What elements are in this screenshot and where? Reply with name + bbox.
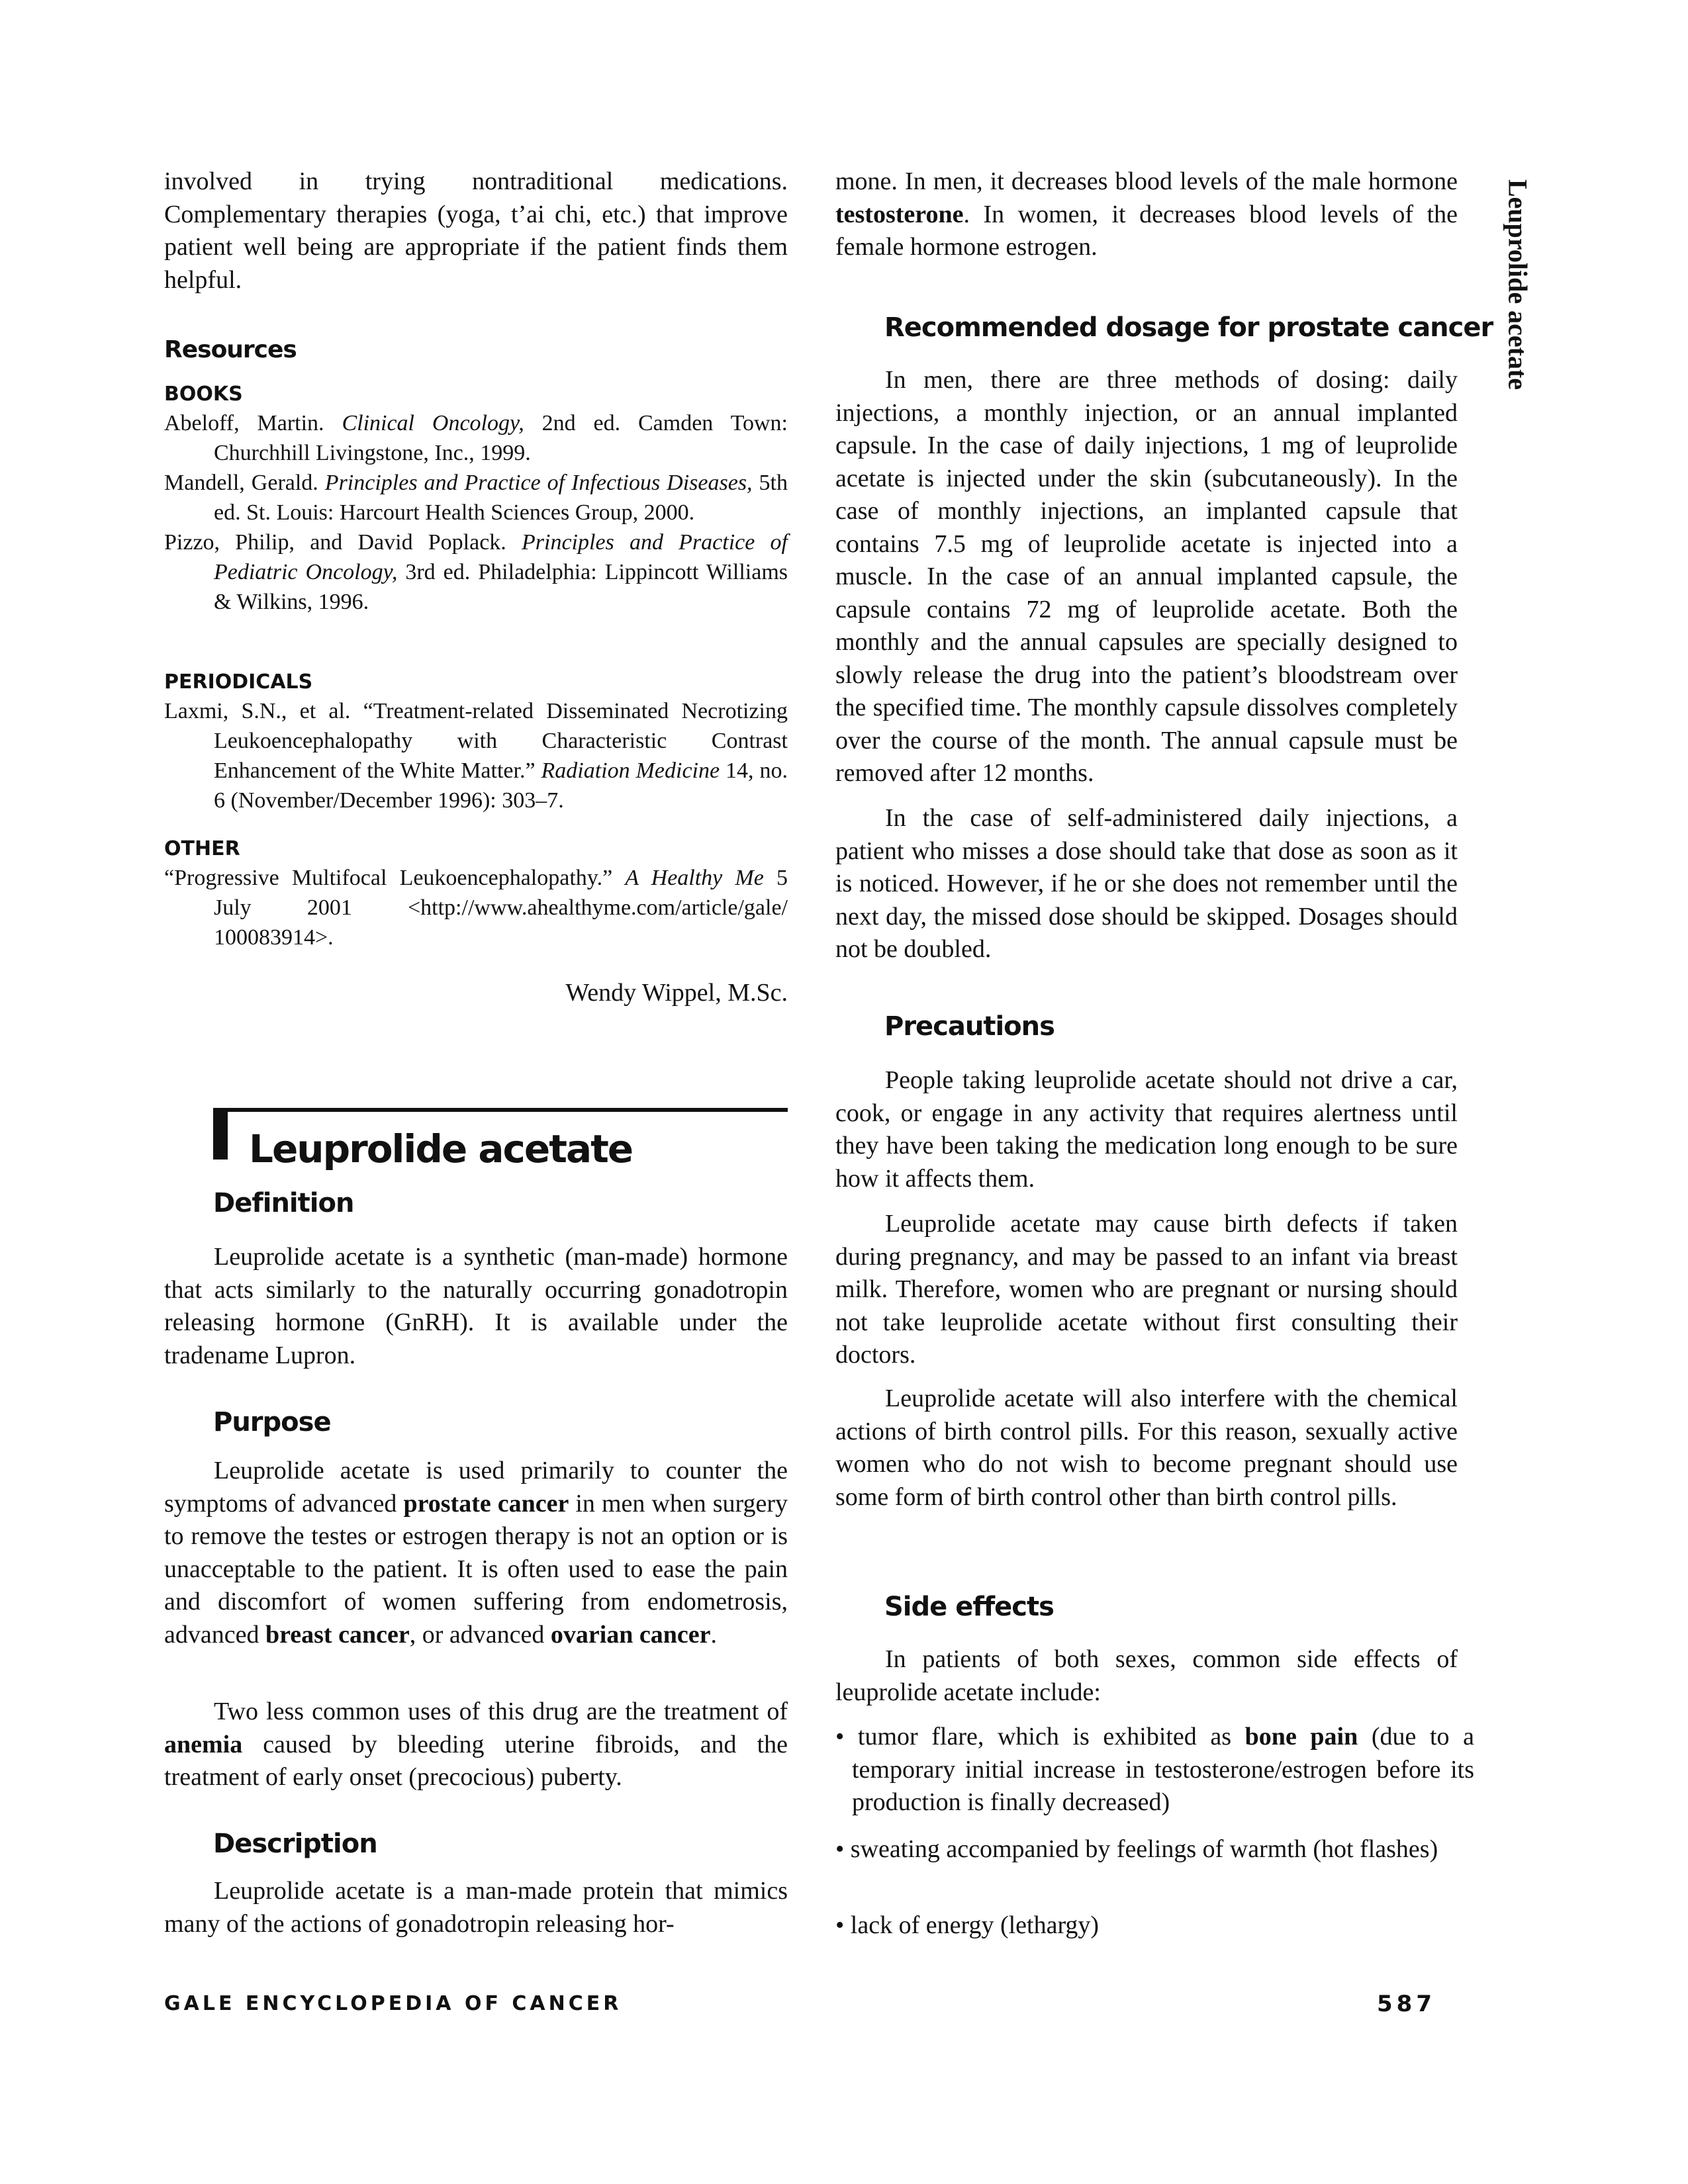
text-run: Leuprolide acetate may cause birth defects if taken during pregnancy, and may be passed to an infant via breast milk. Therefore, women who are pregnant or nursing should not take leuprolide acetate without first consulting their doctors. bbox=[835, 1210, 1458, 1369]
title-rule bbox=[213, 1108, 788, 1112]
text-run: People taking leuprolide acetate should not drive a car, cook, or engage in any activity that requires alertness until they have been taking the medication long enough to be sure how it affects them. bbox=[835, 1066, 1458, 1193]
bullet-item bbox=[835, 1909, 1474, 1942]
text-run: . In women, it decreases blood levels of the female hormone estrogen. bbox=[835, 200, 1458, 261]
text-run: • tumor flare, which is exhibited as bbox=[835, 1723, 1245, 1751]
text-run: In men, there are three methods of dosing: daily injections, a monthly injection, or an annual implanted capsule. In the case of daily injections, 1 mg of leuprolide acetate is injected under the skin (subcutaneously). In the case of monthly injections, an implanted capsule that contains 7.5 mg of leuprolide acetate is injected into a muscle. In the case of an annual implanted capsule, the capsule contains 72 mg of leuprolide acetate. Both the monthly and the annual capsules are specially designed to slowly release the drug into the patient’s bloodstream over the specified time. The monthly capsule dissolves completely over the course of the month. The annual capsule must be removed after 12 months. bbox=[835, 366, 1458, 787]
reference-entry bbox=[164, 408, 788, 468]
text-run: In the case of self-administered daily injections, a patient who misses a dose should take that dose as soon as it is noticed. However, if he or she does not remember until the next day, the missed dose should be skipped. Dosages should not be doubled. bbox=[835, 804, 1458, 963]
reference-entry bbox=[164, 696, 788, 815]
text-run: 3rd ed. Philadelphia: Lippincott Williams & Wilkins, 1996. bbox=[214, 560, 788, 614]
bullet-item bbox=[835, 1833, 1474, 1866]
text-run: Leuprolide acetate is a synthetic (man-made) hormone that acts similarly to the naturally occurring gonadotropin releasing hormone (GnRH). It is available under the tradename Lupron. bbox=[164, 1243, 788, 1369]
text-run: Leuprolide acetate will also interfere with the chemical actions of birth control pills. For this reason, sexually active women who do not wish to become pregnant should use some form of birth control other than birth control pills. bbox=[835, 1385, 1458, 1511]
text-run: • sweating accompanied by feelings of warmth (hot flashes) bbox=[835, 1835, 1438, 1863]
text-run: Abeloff, Martin. bbox=[164, 411, 342, 435]
intro-paragraph bbox=[164, 165, 788, 296]
other-heading: OTHER bbox=[164, 837, 240, 860]
footer-publication: GALE ENCYCLOPEDIA OF CANCER bbox=[164, 1992, 622, 2015]
precautions-paragraph-1 bbox=[835, 1064, 1458, 1195]
reference-entry bbox=[164, 468, 788, 527]
periodicals-list bbox=[164, 696, 788, 815]
precautions-paragraph-3 bbox=[835, 1383, 1458, 1514]
reference-entry bbox=[164, 863, 788, 952]
text-run: Leuprolide acetate is used primarily to counter the symptoms of advanced bbox=[164, 1457, 788, 1518]
bold-term: testosterone bbox=[835, 200, 964, 228]
precautions-paragraph-2 bbox=[835, 1208, 1458, 1372]
text-run: Laxmi, S.N., et al. “Treatment-related Disseminated Necrotizing Leukoencephalopathy with Characteristic Contrast Enhancement of the White Matter.” bbox=[164, 699, 788, 783]
text-run: (due to a temporary initial increase in testosterone/estrogen before its production is finally decreased) bbox=[852, 1723, 1474, 1816]
purpose-paragraph-1 bbox=[164, 1455, 788, 1651]
side-effects-heading: Side effects bbox=[884, 1592, 1054, 1622]
text-run: Leuprolide acetate is a man-made protein that mimics many of the actions of gonadotropin releasing hor- bbox=[164, 1877, 788, 1938]
italic-title: A Healthy Me bbox=[625, 866, 764, 890]
article-title: Leuprolide acetate bbox=[249, 1126, 633, 1171]
text-run: caused by bleeding uterine fibroids, and the treatment of early onset (precocious) puberty. bbox=[164, 1730, 788, 1791]
other-list bbox=[164, 863, 788, 952]
dosage-heading: Recommended dosage for prostate cancer bbox=[884, 312, 1493, 343]
text-run: 5 July 2001 <http://www.ahealthyme.com/article/gale/ 100083914>. bbox=[214, 866, 788, 950]
text-run: • lack of energy (lethargy) bbox=[835, 1911, 1100, 1939]
text-run: 14, no. 6 (November/December 1996): 303–7. bbox=[214, 758, 788, 813]
right-intro-paragraph bbox=[835, 165, 1458, 264]
dosage-paragraph-2 bbox=[835, 802, 1458, 966]
bold-term: prostate cancer bbox=[403, 1489, 569, 1518]
definition-heading: Definition bbox=[213, 1188, 354, 1218]
text-run: , or advanced bbox=[409, 1620, 551, 1649]
text-run: Pizzo, Philip, and David Poplack. bbox=[164, 530, 522, 555]
definition-paragraph bbox=[164, 1241, 788, 1372]
text-run: mone. In men, it decreases blood levels of the male hormone bbox=[835, 167, 1458, 195]
bold-term: anemia bbox=[164, 1730, 243, 1758]
title-bar bbox=[213, 1108, 228, 1160]
text-run: Two less common uses of this drug are the treatment of bbox=[214, 1698, 788, 1725]
books-section bbox=[164, 383, 788, 617]
bold-term: breast cancer bbox=[265, 1620, 410, 1649]
side-effects-intro bbox=[835, 1643, 1458, 1709]
text-run: . bbox=[710, 1620, 717, 1649]
italic-title: Radiation Medicine bbox=[541, 758, 720, 783]
text-run: Mandell, Gerald. bbox=[164, 471, 325, 495]
bold-term: ovarian cancer bbox=[550, 1620, 711, 1649]
text-run: “Progressive Multifocal Leukoencephalopathy.” bbox=[164, 866, 626, 890]
books-list bbox=[164, 408, 788, 617]
text-run: 2nd ed. Camden Town: Churchhill Livingstone, Inc., 1999. bbox=[214, 411, 788, 465]
purpose-paragraph-2 bbox=[164, 1696, 788, 1794]
description-heading: Description bbox=[213, 1829, 377, 1859]
other-section bbox=[164, 837, 788, 952]
italic-title: Principles and Practice of Infectious Diseases, bbox=[324, 471, 753, 495]
text-run: 5th ed. St. Louis: Harcourt Health Sciences Group, 2000. bbox=[214, 471, 788, 525]
periodicals-section bbox=[164, 670, 788, 815]
periodicals-heading: PERIODICALS bbox=[164, 670, 313, 694]
author-signature: Wendy Wippel, M.Sc. bbox=[565, 979, 788, 1007]
reference-entry bbox=[164, 527, 788, 617]
description-paragraph bbox=[164, 1875, 788, 1940]
text-run: in men when surgery to remove the testes or estrogen therapy is not an option or is unacceptable to the patient. It is often used to ease the pain and discomfort of women suffering from endometrosis, advanced bbox=[164, 1489, 788, 1649]
purpose-heading: Purpose bbox=[213, 1407, 331, 1437]
italic-title: Principles and Practice of Pediatric Oncology, bbox=[214, 530, 788, 584]
text-run: involved in trying nontraditional medications. Complementary therapies (yoga, t’ai chi, etc.) that improve patient well being are appropriate if the patient finds them helpful. bbox=[164, 167, 788, 294]
precautions-heading: Precautions bbox=[884, 1011, 1055, 1042]
italic-title: Clinical Oncology, bbox=[342, 411, 524, 435]
bullet-item bbox=[835, 1721, 1474, 1819]
books-heading: BOOKS bbox=[164, 383, 243, 406]
dosage-paragraph-1 bbox=[835, 364, 1458, 790]
resources-heading: Resources bbox=[164, 336, 297, 363]
footer-page-number: 587 bbox=[1377, 1991, 1436, 2017]
bold-term: bone pain bbox=[1244, 1723, 1358, 1751]
side-tab: Leuprolide acetate bbox=[1503, 179, 1533, 390]
text-run: In patients of both sexes, common side effects of leuprolide acetate include: bbox=[835, 1645, 1458, 1706]
